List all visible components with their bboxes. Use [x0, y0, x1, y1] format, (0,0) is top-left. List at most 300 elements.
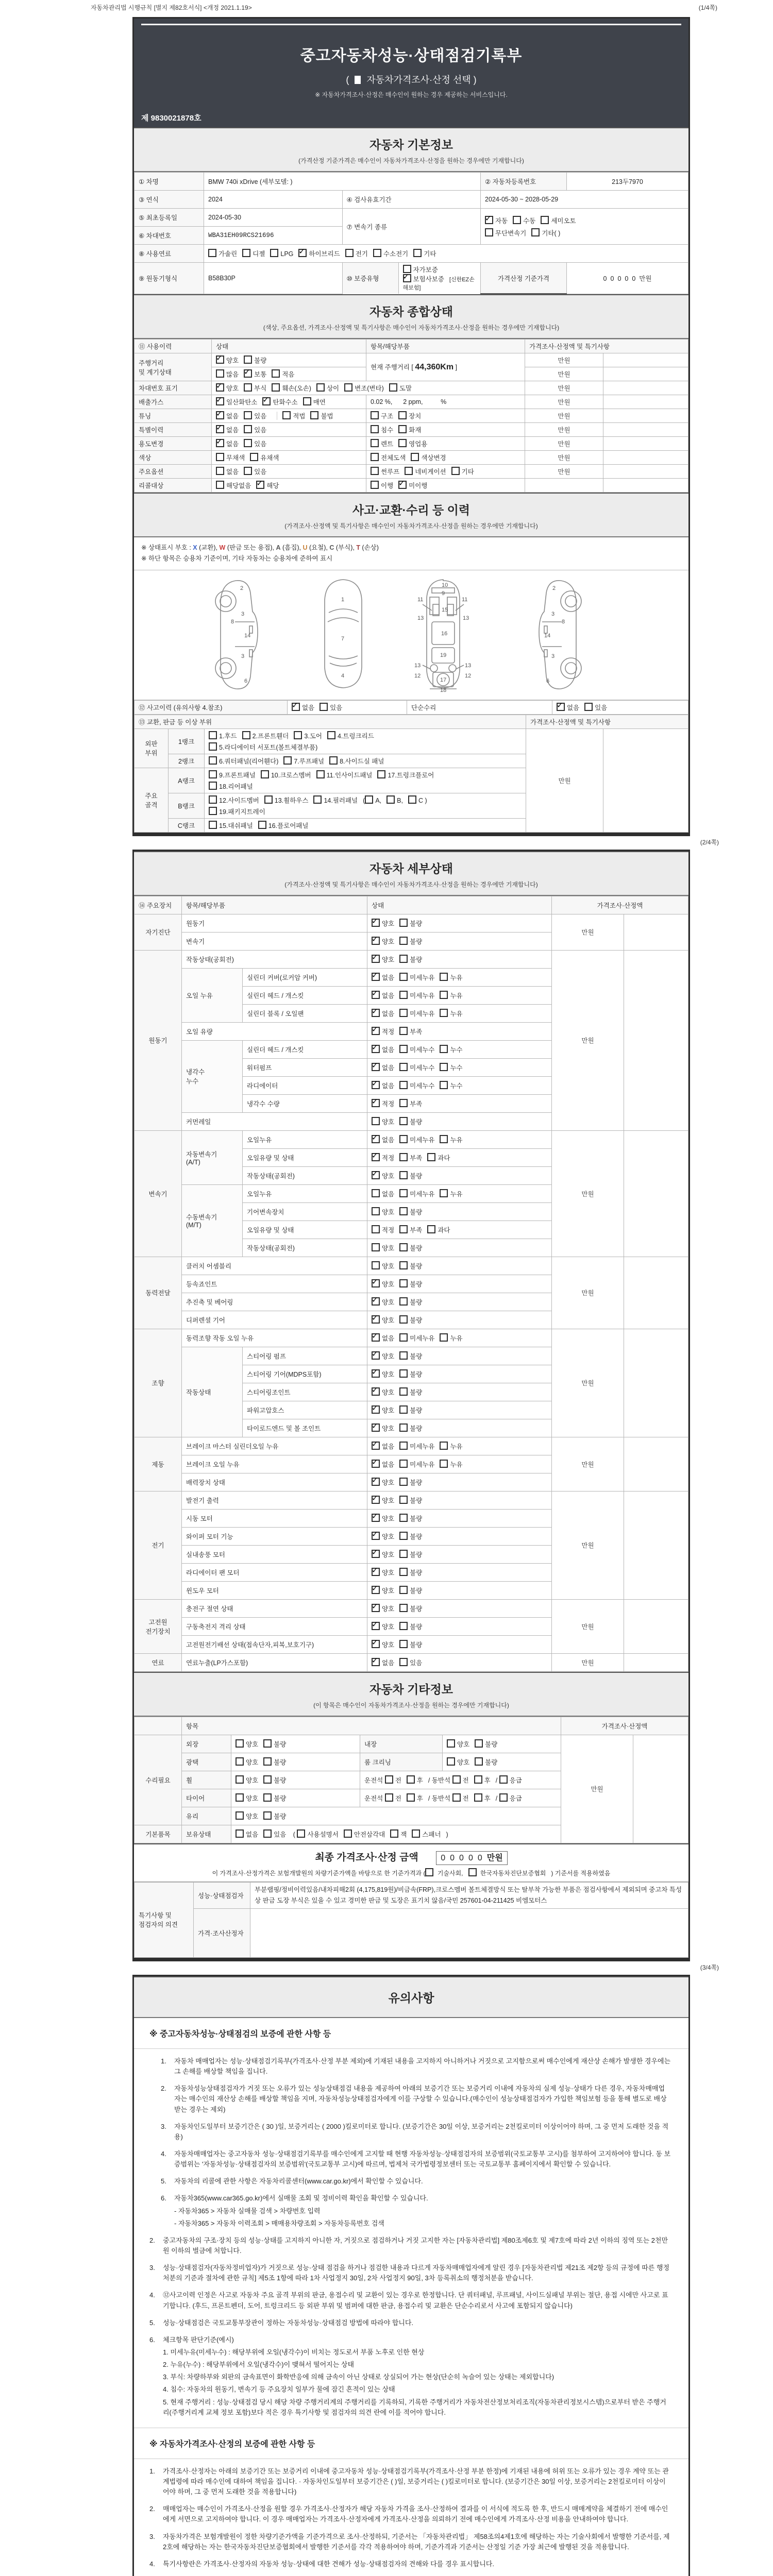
checkbox-label: 후 [416, 1776, 423, 1784]
checkbox-unchecked[interactable] [440, 1045, 462, 1054]
checkbox-checked[interactable] [372, 1387, 394, 1397]
checkbox-checked[interactable] [372, 1081, 394, 1090]
checkbox-unchecked[interactable] [209, 782, 253, 791]
checkbox-unchecked[interactable] [242, 731, 289, 740]
checkbox-label: 없음 [382, 1443, 395, 1450]
checkbox-unchecked[interactable] [399, 1261, 422, 1270]
checkbox-unchecked[interactable] [372, 1261, 394, 1270]
checkbox-unchecked[interactable] [399, 1658, 422, 1667]
checkbox-unchecked[interactable] [474, 1793, 491, 1803]
checkbox-checked[interactable] [216, 411, 239, 420]
checkbox-unchecked[interactable] [263, 1793, 286, 1803]
checkbox-icon [399, 1640, 408, 1648]
checkbox-icon [425, 1868, 433, 1876]
notice-section1-list [134, 2049, 688, 2428]
checkbox-checked[interactable] [398, 481, 427, 490]
checkbox-icon [447, 1757, 455, 1766]
checkbox-checked[interactable] [216, 439, 239, 448]
checkbox-unchecked[interactable] [399, 1369, 422, 1379]
checkbox-unchecked[interactable] [399, 1081, 434, 1090]
checkbox-unchecked[interactable] [440, 973, 462, 982]
checkbox-icon [485, 216, 493, 224]
checkbox-unchecked[interactable] [263, 1775, 286, 1785]
checkbox-unchecked[interactable] [372, 1225, 394, 1234]
checkbox-checked[interactable] [485, 216, 508, 225]
checkbox-unchecked[interactable] [440, 1460, 462, 1469]
checkbox-unchecked[interactable] [447, 1757, 469, 1767]
item-label: 와이퍼 모터 기능 [182, 1527, 367, 1545]
checkbox-unchecked[interactable] [385, 1793, 401, 1803]
checkbox-icon [365, 795, 373, 804]
checkbox-unchecked[interactable] [398, 425, 421, 434]
checkbox-icon [258, 821, 266, 829]
checkbox-checked[interactable] [256, 481, 279, 490]
checkbox-unchecked[interactable] [294, 731, 322, 740]
checkbox-unchecked[interactable] [427, 1225, 450, 1234]
checkbox-label: 부족 [410, 1226, 423, 1234]
checkbox-unchecked[interactable] [270, 249, 293, 258]
checkbox-unchecked[interactable] [244, 439, 266, 448]
checkbox-unchecked[interactable] [372, 1243, 394, 1252]
checkbox-unchecked[interactable] [399, 1351, 422, 1361]
svg-text:15: 15 [442, 606, 448, 613]
checkbox-checked[interactable] [372, 1063, 394, 1072]
checkbox-checked[interactable] [372, 1153, 394, 1162]
checkbox-unchecked[interactable] [440, 1063, 462, 1072]
checkbox-unchecked[interactable] [398, 411, 421, 420]
checkbox-label: 불량 [274, 1812, 287, 1820]
checkbox-checked[interactable] [372, 1586, 394, 1595]
warranty-options [398, 263, 480, 294]
checkbox-unchecked[interactable] [316, 770, 373, 779]
checkbox-icon [372, 1604, 380, 1612]
checkbox-unchecked[interactable] [303, 397, 326, 406]
checkbox-checked[interactable] [372, 973, 394, 982]
checkbox-unchecked[interactable] [327, 731, 374, 740]
checkbox-unchecked[interactable] [499, 1793, 522, 1803]
checkbox-unchecked[interactable] [216, 369, 239, 379]
checkbox-icon [399, 1550, 408, 1558]
checkbox-checked[interactable] [216, 397, 257, 406]
checkbox-icon [283, 756, 292, 765]
checkbox-unchecked[interactable] [399, 1405, 422, 1415]
checkbox-unchecked[interactable] [209, 756, 278, 766]
checkbox-checked[interactable] [372, 1622, 394, 1631]
checkbox-unchecked[interactable] [399, 1189, 434, 1198]
panel-rank-row [135, 728, 688, 754]
price-digit: 0 [459, 1853, 464, 1862]
detail-status-table [134, 896, 688, 1672]
checkbox-unchecked[interactable] [452, 1775, 469, 1785]
checkbox-label: 불량 [274, 1740, 287, 1748]
other-info-table [134, 1717, 688, 1843]
checkbox-unchecked[interactable] [485, 228, 526, 238]
checkbox-icon [209, 756, 217, 765]
checkbox-label: 없음 [382, 992, 395, 999]
checkbox-label: 미세누유 [410, 992, 435, 999]
checkbox-label: 없음 [226, 440, 239, 448]
notice-item: 2. 매매업자는 매수인이 가격조사·산정을 원할 경우 가격조사·산정자가 해당 자동차 가격을 조사·산정하여 결과를 이 서식에 적도록 한 후, 반드시 매매계약을 체결하기 전에 매수인에게 서면으로 고지하여야 합니다. 이 경우 매매업자는 가격조사·산정자에게 가격조사·산정을 의뢰하기 전에 매수인에게 가격조사·산정 비용을 안내하여야 합니다. [149, 2505, 668, 2523]
checkbox-unchecked[interactable] [208, 249, 237, 258]
checkbox-icon [263, 1793, 272, 1802]
checkbox-unchecked[interactable] [316, 383, 339, 393]
checkbox-unchecked[interactable] [399, 1135, 434, 1144]
checkbox-checked[interactable] [372, 937, 394, 946]
checkbox-unchecked[interactable] [263, 1811, 286, 1821]
checkbox-unchecked[interactable] [377, 770, 434, 779]
checkbox-unchecked[interactable] [399, 1604, 422, 1613]
checkbox-checked[interactable] [216, 383, 239, 393]
checkbox-icon [294, 731, 302, 739]
state-cell [367, 1058, 552, 1076]
checkbox-unchecked[interactable] [399, 1171, 422, 1180]
checkbox-unchecked[interactable] [371, 439, 393, 448]
checkbox-unchecked[interactable] [451, 467, 474, 476]
state-cell [212, 353, 366, 367]
checkbox-icon [372, 1135, 380, 1143]
checkbox-unchecked[interactable] [263, 1829, 286, 1839]
checkbox-unchecked[interactable] [399, 937, 422, 946]
checkbox-unchecked[interactable] [371, 453, 406, 462]
checkbox-icon [452, 1775, 461, 1784]
checkbox-unchecked[interactable] [209, 821, 253, 830]
checkbox-unchecked[interactable] [399, 955, 422, 964]
checkbox-unchecked[interactable] [440, 1135, 462, 1144]
checkbox-unchecked[interactable] [440, 1189, 462, 1198]
detail-status-row [135, 1599, 688, 1617]
checkbox-checked[interactable] [372, 955, 394, 964]
checkbox-unchecked[interactable] [541, 216, 576, 225]
checkbox-unchecked[interactable] [413, 249, 436, 258]
checkbox-checked[interactable] [216, 425, 239, 434]
checkbox-unchecked[interactable] [371, 425, 393, 434]
checkbox-unchecked[interactable] [297, 1829, 338, 1839]
checkbox-label: 없음 [382, 974, 395, 981]
checkbox-unchecked[interactable] [372, 1189, 394, 1198]
checkbox-unchecked[interactable] [216, 481, 251, 490]
checkbox-unchecked[interactable] [329, 756, 384, 766]
checkbox-checked[interactable] [372, 1640, 394, 1649]
item-header: 항목 [182, 1717, 561, 1735]
checkbox-icon [399, 1243, 408, 1251]
parts-cell [366, 437, 525, 451]
state-cell [443, 1735, 561, 1753]
checkbox-unchecked[interactable] [440, 1333, 462, 1343]
checkbox-unchecked[interactable] [282, 411, 305, 420]
checkbox-unchecked[interactable] [399, 1586, 422, 1595]
checkbox-label: 없음 [382, 1461, 395, 1468]
checkbox-checked[interactable] [244, 369, 266, 379]
checkbox-checked[interactable] [372, 1099, 394, 1108]
checkbox-unchecked[interactable] [447, 1739, 469, 1749]
checkbox-unchecked[interactable] [258, 821, 309, 830]
checkbox-unchecked[interactable] [344, 1829, 385, 1839]
checkbox-unchecked[interactable] [407, 1793, 423, 1803]
usage-history-header: ⑪ 사용이력 [135, 340, 212, 353]
checkbox-unchecked[interactable] [209, 807, 265, 816]
checkbox-unchecked[interactable] [399, 1225, 422, 1234]
checkbox-unchecked[interactable] [236, 1829, 258, 1839]
checkbox-unchecked[interactable] [399, 1532, 422, 1541]
checkbox-unchecked[interactable] [399, 1568, 422, 1577]
checkbox-unchecked[interactable] [390, 1829, 407, 1839]
checkbox-unchecked[interactable] [244, 411, 266, 420]
checkbox-unchecked[interactable] [584, 703, 607, 712]
checkbox-unchecked[interactable] [244, 425, 266, 434]
checkbox-unchecked[interactable] [216, 453, 245, 462]
checkbox-unchecked[interactable] [399, 1279, 422, 1289]
checkbox-checked[interactable] [372, 1405, 394, 1415]
checkbox-unchecked[interactable] [264, 795, 309, 805]
checkbox-checked[interactable] [292, 703, 314, 712]
checkbox-label: 누유 [450, 1010, 463, 1018]
checkbox-checked[interactable] [372, 1442, 394, 1451]
checkbox-label: 없음 [226, 427, 239, 434]
detail-status-row [135, 914, 688, 932]
checkbox-unchecked[interactable] [412, 1829, 441, 1839]
token-text: / [495, 1776, 498, 1784]
remark-cell [624, 1329, 688, 1437]
checkbox-icon [372, 1568, 380, 1576]
checkbox-unchecked[interactable] [242, 249, 265, 258]
checkbox-unchecked[interactable] [373, 249, 408, 258]
checkbox-unchecked[interactable] [320, 703, 342, 712]
checkbox-unchecked[interactable] [345, 249, 368, 258]
checkbox-unchecked[interactable] [399, 1243, 422, 1252]
checkbox-unchecked[interactable] [236, 1757, 258, 1767]
checkbox-label: 네비게이션 [415, 468, 446, 476]
checkbox-checked[interactable] [372, 1532, 394, 1541]
checkbox-checked[interactable] [372, 1009, 394, 1018]
checkbox-icon [407, 1775, 415, 1784]
checkbox-checked[interactable] [372, 1297, 394, 1307]
checkbox-unchecked[interactable] [399, 1514, 422, 1523]
remark-cell [603, 728, 688, 832]
checkbox-unchecked[interactable] [399, 1045, 434, 1054]
checkbox-unchecked[interactable] [399, 973, 434, 982]
checkbox-unchecked[interactable] [475, 1757, 497, 1767]
checkbox-unchecked[interactable] [399, 1315, 422, 1325]
checkbox-icon [440, 1045, 448, 1053]
checkbox-unchecked[interactable] [399, 1423, 422, 1433]
checkbox-unchecked[interactable] [399, 1297, 422, 1307]
checkbox-unchecked[interactable] [261, 770, 311, 779]
checkbox-unchecked[interactable] [399, 1333, 434, 1343]
item-label: 오일유량 및 상태 [243, 1148, 367, 1166]
base-price-value: 0 0 0 0 0 만원 [567, 263, 688, 294]
checkbox-icon [297, 1829, 305, 1838]
checkbox-unchecked[interactable] [244, 355, 266, 365]
year-value: 2024 [204, 191, 343, 209]
checkbox-icon [440, 1009, 448, 1017]
checkbox-unchecked[interactable] [209, 770, 256, 779]
checkbox-unchecked[interactable] [399, 1207, 422, 1216]
checkbox-unchecked[interactable] [236, 1793, 258, 1803]
checkbox-unchecked[interactable] [236, 1739, 258, 1749]
checkbox-unchecked[interactable] [386, 795, 403, 804]
checkbox-unchecked[interactable] [399, 1099, 422, 1108]
checkbox-checked[interactable] [372, 991, 394, 1000]
checkbox-unchecked[interactable] [425, 1868, 463, 1877]
checkbox-unchecked[interactable] [399, 1478, 422, 1487]
checkbox-checked[interactable] [372, 1135, 394, 1144]
checkbox-checked[interactable] [372, 1550, 394, 1559]
svg-text:3: 3 [241, 611, 245, 617]
price-header: 가격조사·산정액 [552, 896, 688, 914]
checkbox-checked[interactable] [372, 1027, 394, 1036]
checkbox-unchecked[interactable] [399, 1027, 422, 1036]
checkbox-unchecked[interactable] [399, 1153, 422, 1162]
checkbox-checked[interactable] [372, 1460, 394, 1469]
checkbox-checked[interactable] [372, 1423, 394, 1433]
checkbox-unchecked[interactable] [272, 369, 294, 379]
checkbox-unchecked[interactable] [263, 1757, 286, 1767]
checkbox-icon [371, 481, 379, 489]
checkbox-unchecked[interactable] [475, 1739, 497, 1749]
checkbox-unchecked[interactable] [399, 1460, 434, 1469]
state-header: 상태 [367, 896, 552, 914]
checkbox-unchecked[interactable] [452, 1793, 469, 1803]
checkbox-unchecked[interactable] [250, 453, 279, 462]
checkbox-unchecked[interactable] [440, 1442, 462, 1451]
checkbox-unchecked[interactable] [398, 439, 427, 448]
checkbox-unchecked[interactable] [385, 1775, 401, 1785]
checkbox-checked[interactable] [372, 1568, 394, 1577]
checkbox-label: 미이행 [409, 482, 428, 489]
checkbox-icon [405, 467, 413, 475]
checkbox-label: 불량 [410, 1388, 423, 1396]
checkbox-unchecked[interactable] [468, 1868, 546, 1877]
detail-status-row [135, 1437, 688, 1455]
checkbox-checked[interactable] [372, 1369, 394, 1379]
detail-cell [360, 1789, 561, 1807]
checkbox-unchecked[interactable] [209, 795, 259, 805]
checkbox-checked[interactable] [372, 1658, 394, 1667]
checkbox-checked[interactable] [216, 355, 239, 365]
checkbox-unchecked[interactable] [474, 1775, 491, 1785]
checkbox-checked[interactable] [372, 1478, 394, 1487]
checkbox-unchecked[interactable] [236, 1775, 258, 1785]
checkbox-icon [372, 1117, 380, 1125]
checkbox-unchecked[interactable] [209, 731, 237, 740]
price-header: 가격조사·산정액 [561, 1717, 688, 1735]
checkbox-unchecked[interactable] [313, 795, 358, 805]
checkbox-unchecked[interactable] [407, 1775, 423, 1785]
checkbox-unchecked[interactable] [371, 467, 399, 476]
checkbox-icon [209, 821, 217, 829]
checkbox-unchecked[interactable] [344, 383, 384, 393]
state-cell [367, 1022, 552, 1040]
checkbox-unchecked[interactable] [399, 1640, 422, 1649]
checkbox-checked[interactable] [403, 274, 444, 283]
checkbox-unchecked[interactable] [440, 991, 462, 1000]
checkbox-icon [261, 770, 269, 778]
checkbox-checked[interactable] [372, 1333, 394, 1343]
checkbox-label: 기타( ) [542, 229, 561, 237]
checkbox-checked[interactable] [372, 1514, 394, 1523]
checkbox-unchecked[interactable] [399, 1550, 422, 1559]
checkbox-checked[interactable] [298, 249, 340, 258]
checkbox-icon [399, 1207, 408, 1215]
checkbox-label: 누유 [450, 1334, 463, 1342]
checkbox-unchecked[interactable] [399, 1496, 422, 1505]
checkbox-unchecked[interactable] [263, 1739, 286, 1749]
state-cell [367, 1491, 552, 1509]
checkbox-unchecked[interactable] [499, 1775, 522, 1785]
checkbox-icon [329, 756, 338, 765]
checkbox-unchecked[interactable] [399, 919, 422, 928]
checkbox-unchecked[interactable] [440, 1081, 462, 1090]
checkbox-unchecked[interactable] [399, 1622, 422, 1631]
checkbox-unchecked[interactable] [399, 1009, 434, 1018]
checkbox-unchecked[interactable] [365, 795, 381, 804]
svg-text:11: 11 [417, 596, 424, 603]
checkbox-unchecked[interactable] [272, 383, 311, 393]
subsystem-label: 냉각수 누수 [182, 1040, 243, 1112]
checkbox-unchecked[interactable] [389, 383, 412, 393]
checkbox-unchecked[interactable] [209, 742, 317, 752]
checkbox-unchecked[interactable] [399, 991, 434, 1000]
exchange-table [134, 715, 688, 833]
checkbox-label: 양호 [382, 1641, 395, 1649]
checkbox-icon [399, 1225, 408, 1233]
checkbox-checked[interactable] [372, 1604, 394, 1613]
overall-status-row [135, 353, 688, 367]
checkbox-checked[interactable] [372, 1351, 394, 1361]
checkbox-unchecked[interactable] [236, 1811, 258, 1821]
remark-cell [624, 950, 688, 1130]
checkbox-unchecked[interactable] [244, 383, 266, 393]
checkbox-checked[interactable] [262, 397, 297, 406]
checkbox-icon [440, 1333, 448, 1342]
checkbox-checked[interactable] [372, 1315, 394, 1325]
checkbox-unchecked[interactable] [399, 1442, 434, 1451]
checkbox-unchecked[interactable] [283, 756, 324, 766]
checkbox-unchecked[interactable] [399, 1387, 422, 1397]
checkbox-icon [474, 1775, 482, 1784]
checkbox-checked[interactable] [557, 703, 579, 712]
checkbox-checked[interactable] [372, 1279, 394, 1289]
checkbox-unchecked[interactable] [216, 467, 239, 476]
checkbox-checked[interactable] [372, 1045, 394, 1054]
checkbox-checked[interactable] [372, 919, 394, 928]
checkbox-unchecked[interactable] [411, 453, 446, 462]
checkbox-unchecked[interactable] [405, 467, 446, 476]
rank-items [205, 754, 526, 768]
checkbox-unchecked[interactable] [440, 1009, 462, 1018]
checkbox-unchecked[interactable] [310, 411, 333, 420]
checkbox-unchecked[interactable] [244, 467, 266, 476]
checkbox-unchecked[interactable] [371, 411, 393, 420]
checkbox-unchecked[interactable] [513, 216, 535, 225]
checkbox-unchecked[interactable] [372, 1117, 394, 1126]
checkbox-label: 미세누수 [410, 1046, 435, 1054]
checkbox-unchecked[interactable] [371, 481, 393, 490]
checkbox-unchecked[interactable] [399, 1117, 422, 1126]
checkbox-unchecked[interactable] [408, 795, 427, 804]
svg-text:1: 1 [341, 596, 345, 603]
checkbox-unchecked[interactable] [427, 1153, 450, 1162]
checkbox-unchecked[interactable] [399, 1063, 434, 1072]
state-header: 상태 [212, 340, 366, 353]
price-cell: 만원 [525, 395, 603, 409]
checkbox-checked[interactable] [372, 1171, 394, 1180]
checkbox-unchecked[interactable] [372, 1207, 394, 1216]
checkbox-label: 불량 [485, 1758, 498, 1766]
detail-status-row [135, 950, 688, 968]
checkbox-unchecked[interactable] [531, 228, 560, 238]
checkbox-checked[interactable] [372, 1496, 394, 1505]
